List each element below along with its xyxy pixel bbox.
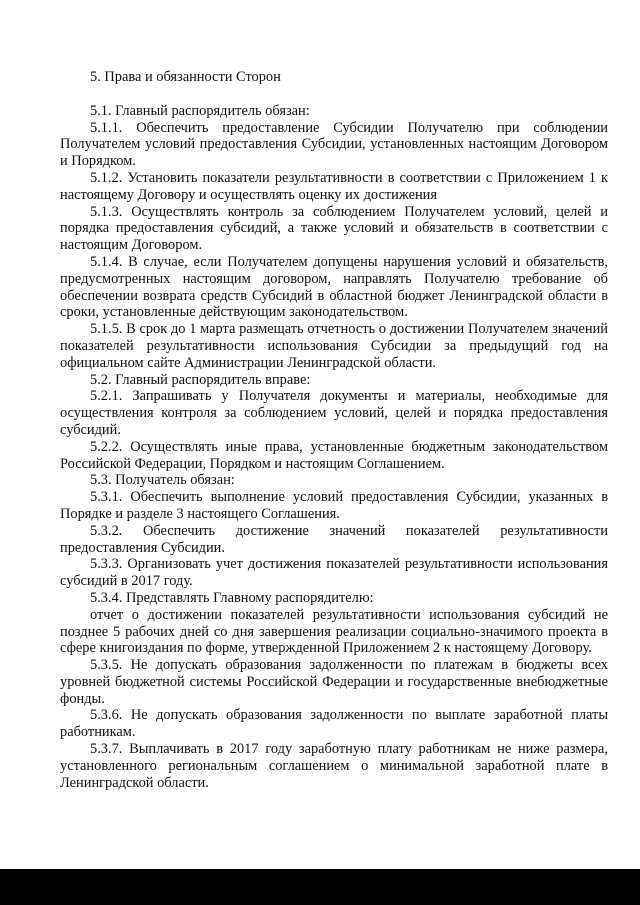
clause-5-1-4: 5.1.4. В случае, если Получателем допущены нарушения условий и обязательств, предусмотренных настоящим договором, направлять Получателю требование об обеспечении возврата средств Субсидий в областной бюджет Ленинградской области в сроки, установленные действующим законодательством. [60,253,608,321]
scan-bottom-border [0,869,640,905]
clause-5-3-4-report: отчет о достижении показателей результативности использования субсидий не позднее 5 рабочих дней со дня завершения реализации социально-значимого проекта в сфере книгоиздания по форме, утвержденной Приложением 2 к настоящему Договору. [60,606,608,657]
clause-5-1-2: 5.1.2. Установить показатели результативности в соответствии с Приложением 1 к настоящему Договору и осуществлять оценку их достижения [60,169,608,203]
section-heading: 5. Права и обязанности Сторон [90,69,281,85]
clause-5-3-7: 5.3.7. Выплачивать в 2017 году заработную плату работникам не ниже размера, установленного региональным соглашением о минимальной заработной плате в Ленинградской области. [60,741,608,791]
clause-5-2-2: 5.2.2. Осуществлять иные права, установленные бюджетным законодательством Российской Федерации, Порядком и настоящим Соглашением. [60,438,608,472]
clause-5-1: 5.1. Главный распорядитель обязан: [90,102,310,119]
clause-5-3-1: 5.3.1. Обеспечить выполнение условий предоставления Субсидии, указанных в Порядке и разделе 3 настоящего Соглашения. [60,489,608,522]
clause-5-3-5: 5.3.5. Не допускать образования задолженности по платежам в бюджеты всех уровней бюджетной системы Российской Федерации и государственные внебюджетные фонды. [60,657,608,707]
clause-5-3-2: 5.3.2. Обеспечить достижение значений показателей результативности предоставления Субсидии. [60,522,608,556]
clause-5-2: 5.2. Главный распорядитель вправе: [90,371,311,388]
clause-5-3: 5.3. Получатель обязан: [90,472,235,489]
clause-5-2-1: 5.2.1. Запрашивать у Получателя документы и материалы, необходимые для осуществления контроля за соблюдением условий, целей и порядка предоставления субсидий. [60,388,608,438]
clause-5-3-4: 5.3.4. Представлять Главному распорядителю: [90,589,374,606]
clause-5-3-3: 5.3.3. Организовать учет достижения показателей результативности использования субсидий в 2017 году. [60,556,608,590]
clause-5-3-6: 5.3.6. Не допускать образования задолженности по выплате заработной платы работникам. [60,707,608,741]
document-body [60,69,608,791]
clause-5-1-1: 5.1.1. Обеспечить предоставление Субсидии Получателю при соблюдении Получателем условий предоставления Субсидии, установленных настоящим Договором и Порядком. [60,119,608,170]
clause-5-1-5: 5.1.5. В срок до 1 марта размещать отчетность о достижении Получателем значений показателей результативности использования Субсидии за предыдущий год на официальном сайте Администрации Ленинградской области. [60,321,608,371]
clause-5-1-3: 5.1.3. Осуществлять контроль за соблюдением Получателем условий, целей и порядка предоставления субсидий, а также условий и обязательств в соответствии с настоящим Договором. [60,203,608,254]
